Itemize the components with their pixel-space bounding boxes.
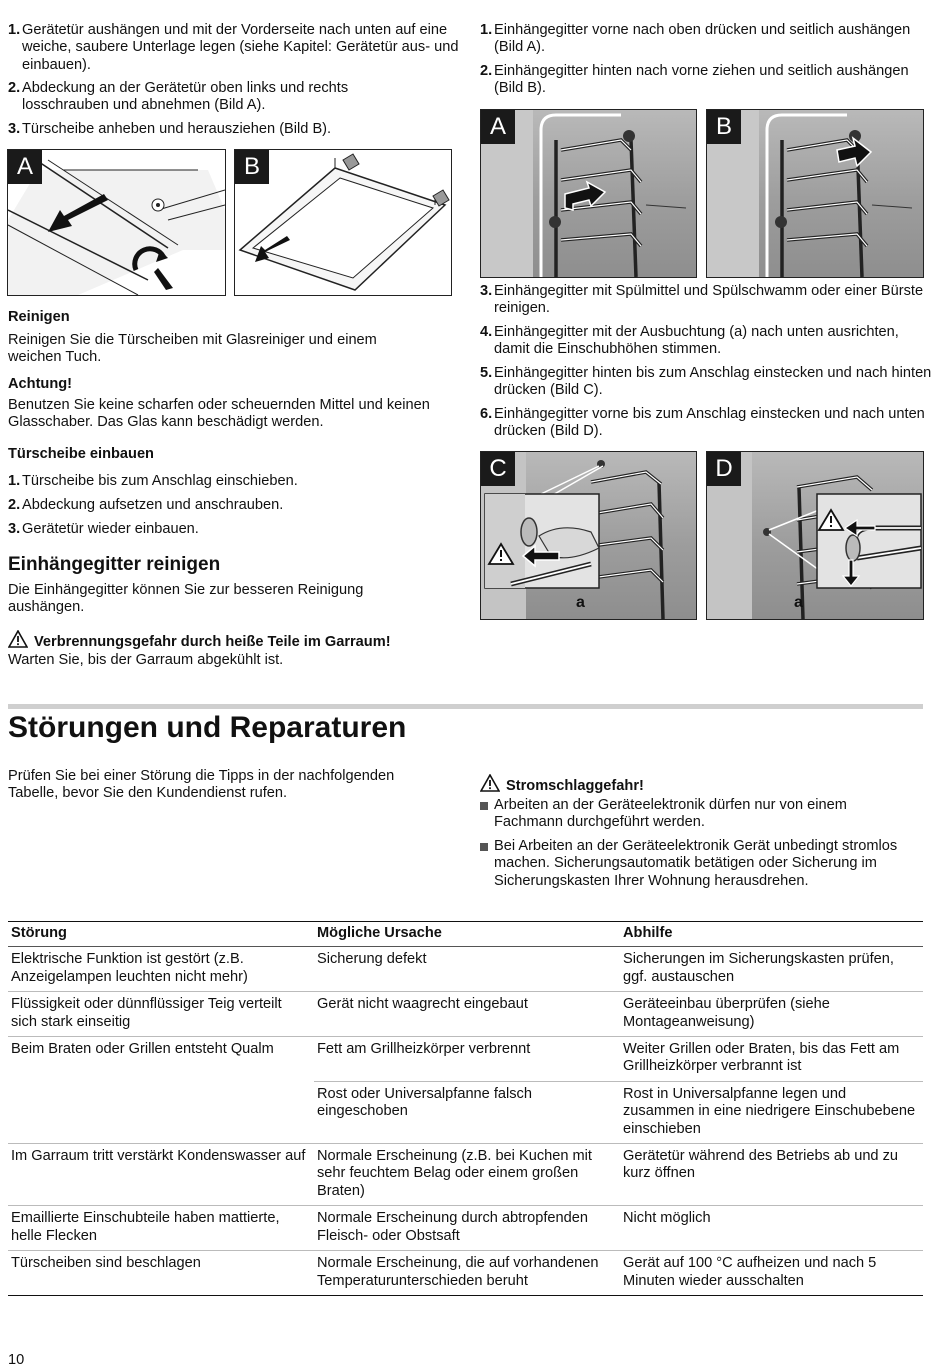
table-cell: Sicherung defekt xyxy=(314,947,620,992)
right-step-3 xyxy=(480,283,934,318)
step-number: 4. xyxy=(480,324,493,340)
step-text: Einhängegitter vorne nach oben drücken und seitlich aushängen (Bild A). xyxy=(494,22,911,56)
figure-door-glass xyxy=(234,149,452,296)
figure-label: B xyxy=(707,110,741,144)
step-number: 2. xyxy=(8,497,21,513)
table-row xyxy=(8,1206,923,1251)
table-cell: Gerät auf 100 °C aufheizen und nach 5 Minuten wieder ausschalten xyxy=(620,1251,923,1296)
shock-warning xyxy=(480,774,644,797)
column-header: Mögliche Ursache xyxy=(314,922,620,947)
achtung-heading: Achtung! xyxy=(8,376,73,392)
stoerungen-intro: Prüfen Sie bei einer Störung die Tipps in der nachfolgenden Tabelle, bevor Sie den Kundendienst rufen. xyxy=(8,768,395,802)
table-cell: Beim Braten oder Grillen entsteht Qualm xyxy=(11,1041,274,1058)
step-number: 2. xyxy=(8,80,21,96)
table-cell: Gerät nicht waagrecht eingebaut xyxy=(314,992,620,1037)
left-step-2 xyxy=(8,80,432,115)
step-number: 1. xyxy=(480,22,493,38)
column-header: Störung xyxy=(8,922,314,947)
step-text: Türscheibe anheben und herausziehen (Bild B). xyxy=(22,121,332,137)
page-number: 10 xyxy=(8,1352,25,1368)
step-text: Einhängegitter mit Spülmittel und Spülschwamm oder einer Bürste reinigen. xyxy=(494,283,924,317)
figure-label: B xyxy=(235,150,269,184)
step-text: Einhängegitter hinten bis zum Anschlag einstecken und nach hinten drücken (Bild C). xyxy=(494,365,932,399)
table-cell: Rost in Universalpfanne legen und zusammen in eine niedrigere Einschubebene einschieben xyxy=(620,1081,923,1143)
table-cell xyxy=(8,1081,314,1143)
part-label-a: a xyxy=(794,594,803,611)
table-cell: Sicherungen im Sicherungskasten prüfen, ggf. austauschen xyxy=(620,947,923,992)
fault-table xyxy=(8,921,923,1296)
einhaenge-heading: Einhängegitter reinigen xyxy=(8,554,221,575)
einbauen-step-3 xyxy=(8,521,452,538)
figure-label: A xyxy=(481,110,515,144)
table-cell: Fett am Grillheizkörper verbrennt xyxy=(314,1037,620,1082)
table-cell: Rost oder Universalpfanne falsch eingeschoben xyxy=(314,1081,620,1143)
figure-label: D xyxy=(707,452,741,486)
step-number: 3. xyxy=(480,283,493,299)
figure-rack-remove-back xyxy=(706,109,924,278)
step-number: 6. xyxy=(480,406,493,422)
table-cell: Geräteeinbau überprüfen (siehe Montageanweisung) xyxy=(620,992,923,1037)
step-text: Gerätetür aushängen und mit der Vorderseite nach unten auf eine weiche, saubere Unterlage legen (siehe Kapitel: Gerätetür aus- und einbauen). xyxy=(22,22,459,73)
left-step-3 xyxy=(8,121,462,138)
reinigen-heading: Reinigen xyxy=(8,309,70,325)
column-header: Abhilfe xyxy=(620,922,923,947)
right-step-4 xyxy=(480,324,914,359)
table-cell: Elektrische Funktion ist gestört (z.B. Anzeigelampen leuchten nicht mehr) xyxy=(8,947,314,992)
right-step-2 xyxy=(480,63,919,98)
section-divider xyxy=(8,704,923,709)
step-number: 3. xyxy=(8,521,21,537)
step-text: Einhängegitter vorne bis zum Anschlag einstecken und nach unten drücken (Bild D). xyxy=(494,406,925,440)
table-cell: Flüssigkeit oder dünnflüssiger Teig verteilt sich stark einseitig xyxy=(8,992,314,1037)
table-row xyxy=(8,1144,923,1206)
table-cell: Türscheiben sind beschlagen xyxy=(8,1251,314,1296)
burn-warning-text: Warten Sie, bis der Garraum abgekühlt ist. xyxy=(8,652,284,668)
step-number: 1. xyxy=(8,22,21,38)
table-cell: Im Garraum tritt verstärkt Kondenswasser auf xyxy=(8,1144,314,1206)
achtung-text: Benutzen Sie keine scharfen oder scheuernden Mittel und keinen Glasschaber. Das Glas kann beschädigt werden. xyxy=(8,397,430,431)
einbauen-step-2 xyxy=(8,497,452,514)
step-number: 1. xyxy=(8,473,21,489)
table-row xyxy=(8,1251,923,1296)
table-cell: Gerätetür während des Betriebs ab und zu kurz öffnen xyxy=(620,1144,923,1206)
step-text: Gerätetür wieder einbauen. xyxy=(22,521,199,537)
right-step-1 xyxy=(480,22,919,57)
shock-bullet: Arbeiten an der Geräteelektronik dürfen nur von einem Fachmann durchgeführt werden. xyxy=(480,797,914,832)
table-cell: Normale Erscheinung durch abtropfenden Fleisch- oder Obstsaft xyxy=(314,1206,620,1251)
figure-rack-insert-front xyxy=(706,451,924,620)
left-step-1 xyxy=(8,22,462,74)
table-cell: Emaillierte Einschubteile haben mattierte, helle Flecken xyxy=(8,1206,314,1251)
table-cell: Nicht möglich xyxy=(620,1206,923,1251)
step-number: 2. xyxy=(480,63,493,79)
figure-rack-remove-front xyxy=(480,109,697,278)
part-label-a: a xyxy=(576,594,585,611)
step-text: Abdeckung an der Gerätetür oben links und rechts losschrauben und abnehmen (Bild A). xyxy=(22,80,349,114)
figure-door-cover xyxy=(7,149,226,296)
table-row xyxy=(8,1037,923,1082)
figure-rack-insert-back xyxy=(480,451,697,620)
shock-warning-title: Stromschlaggefahr! xyxy=(506,778,644,794)
step-text: Türscheibe bis zum Anschlag einschieben. xyxy=(22,473,298,489)
einbauen-heading: Türscheibe einbauen xyxy=(8,446,154,462)
table-header-row xyxy=(8,922,923,947)
table-cell: Normale Erscheinung, die auf vorhandenen Temperaturunterschieden beruht xyxy=(314,1251,620,1296)
einhaenge-text: Die Einhängegitter können Sie zur besseren Reinigung aushängen. xyxy=(8,582,364,616)
einbauen-step-1 xyxy=(8,473,452,490)
step-text: Einhängegitter mit der Ausbuchtung (a) nach unten ausrichten, damit die Einschubhöhen stimmen. xyxy=(494,324,899,358)
warning-icon xyxy=(8,630,28,653)
right-step-6 xyxy=(480,406,939,441)
step-number: 5. xyxy=(480,365,493,381)
warning-icon xyxy=(480,774,500,797)
step-text: Abdeckung aufsetzen und anschrauben. xyxy=(22,497,284,513)
table-row xyxy=(8,992,923,1037)
table-cell: Weiter Grillen oder Braten, bis das Fett am Grillheizkörper verbrannt ist xyxy=(620,1037,923,1082)
figure-label: A xyxy=(8,150,42,184)
right-step-5 xyxy=(480,365,939,400)
burn-warning xyxy=(8,630,448,653)
stoerungen-heading: Störungen und Reparaturen xyxy=(8,711,407,744)
table-cell: Normale Erscheinung (z.B. bei Kuchen mit sehr feuchtem Belag oder einem großen Braten) xyxy=(314,1144,620,1206)
figure-label: C xyxy=(481,452,515,486)
table-row xyxy=(8,1081,923,1143)
step-number: 3. xyxy=(8,121,21,137)
reinigen-text: Reinigen Sie die Türscheiben mit Glasreiniger und einem weichen Tuch. xyxy=(8,332,377,366)
shock-bullet: Bei Arbeiten an der Geräteelektronik Gerät unbedingt stromlos machen. Sicherungsautomatik betätigen oder Sicherung im Sicherungskasten Ihrer Wohnung herausdrehen. xyxy=(480,838,914,890)
step-text: Einhängegitter hinten nach vorne ziehen und seitlich aushängen (Bild B). xyxy=(494,63,909,97)
burn-warning-title: Verbrennungsgefahr durch heiße Teile im Garraum! xyxy=(34,634,391,650)
table-row xyxy=(8,947,923,992)
